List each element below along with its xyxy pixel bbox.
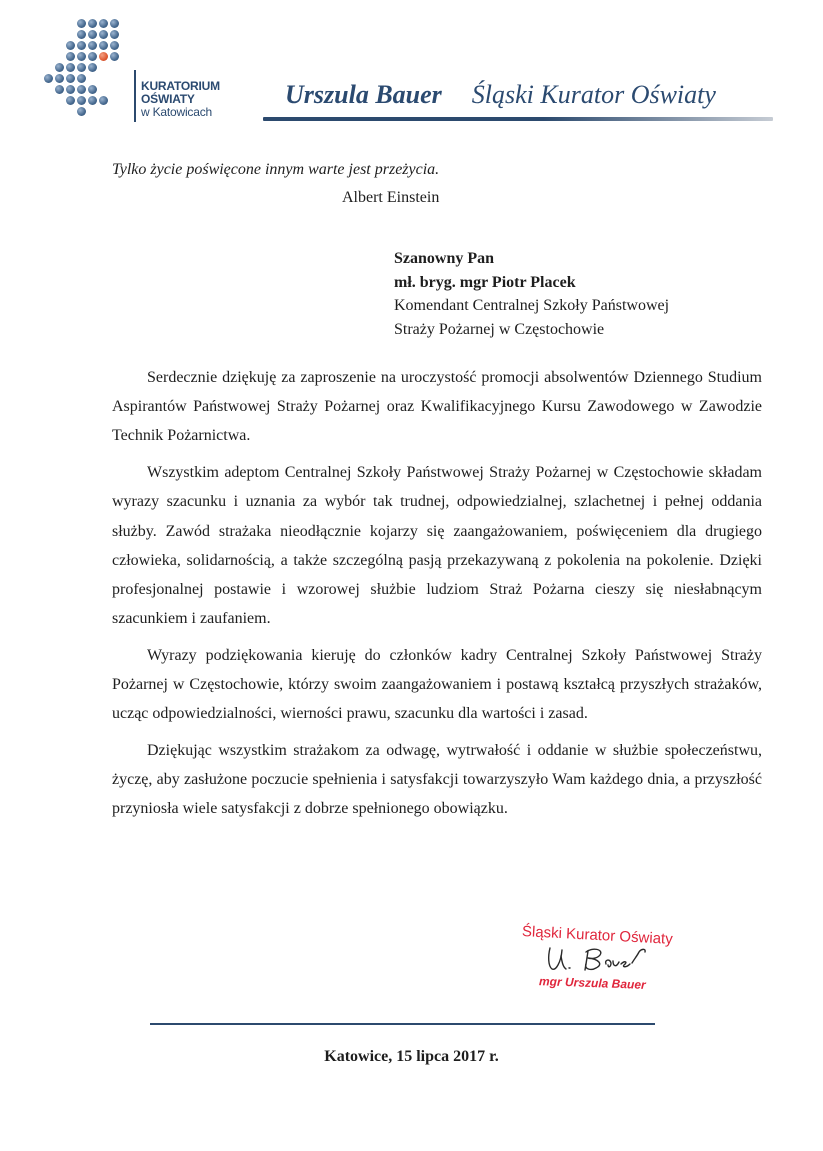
org-name-line-2: OŚWIATY [141, 92, 195, 106]
logo-dot [99, 19, 108, 28]
logo-dot [66, 96, 75, 105]
logo-dot [77, 19, 86, 28]
logo-dot [66, 63, 75, 72]
logo-dot [88, 30, 97, 39]
stamp-title: Śląski Kurator Oświaty [521, 923, 674, 948]
recipient-title-line-2: Straży Pożarnej w Częstochowie [394, 320, 605, 338]
letter-body [112, 363, 762, 831]
motto-author: Albert Einstein [342, 189, 440, 206]
logo-dot [88, 41, 97, 50]
logo-dot [44, 74, 53, 83]
org-name-line-3: w Katowicach [141, 105, 212, 119]
logo-dot [77, 63, 86, 72]
logo-dot [55, 63, 64, 72]
body-paragraph: Dziękując wszystkim strażakom za odwagę, wytrwałość i oddanie w służbie społeczeństwu, życzę, aby zasłużone poczucie spełnienia i satysfakcji towarzyszyło Wam każdego dnia, a przyszłość przyniosła wiele satysfakcji z dobrze spełnionego obowiązku. [112, 741, 762, 818]
logo-dot [110, 52, 119, 61]
logo-dot [99, 41, 108, 50]
signature-stamp [522, 920, 697, 1000]
organization-name [141, 80, 220, 119]
logo-dot [77, 96, 86, 105]
logo-dot [77, 30, 86, 39]
recipient-salutation: Szanowny Pan [394, 250, 495, 267]
body-paragraph: Wyrazy podziękowania kieruję do członków kadry Centralnej Szkoły Państwowej Straży Pożarnej w Częstochowie, którzy swoim zaangażowaniem i postawą kształcą przyszłych strażaków, ucząc odpowiedzialności, wierności prawu, szacunku dla wartości i zasad. [112, 646, 762, 723]
logo-dot [77, 85, 86, 94]
logo-dot [66, 74, 75, 83]
logo-dot [110, 19, 119, 28]
handwritten-signature-icon [542, 942, 662, 976]
logo-dot [77, 41, 86, 50]
org-name-line-1: KURATORIUM [141, 79, 220, 93]
logo-dot [66, 85, 75, 94]
letterhead-title [285, 80, 716, 110]
logo-dot [99, 52, 108, 61]
logo-dot [99, 30, 108, 39]
logo-dot [77, 74, 86, 83]
logo-dot [99, 96, 108, 105]
logo-dot [55, 85, 64, 94]
logo-dot [66, 41, 75, 50]
logo-dot [77, 52, 86, 61]
logo-divider [134, 70, 136, 122]
place-and-date: Katowice, 15 lipca 2017 r. [324, 1048, 499, 1065]
body-paragraph: Serdecznie dziękuję za zaproszenie na uroczystość promocji absolwentów Dziennego Studium Aspirantów Państwowej Straży Pożarnej oraz Kwalifikacyjnego Kursu Zawodowego w Zawodzie Technik Pożarnictwa. [112, 369, 762, 445]
logo-dot [88, 19, 97, 28]
logo-dot [88, 96, 97, 105]
logo-dot [110, 30, 119, 39]
logo-dot [88, 63, 97, 72]
footer-rule [150, 1023, 655, 1025]
sender-name: Urszula Bauer [285, 80, 442, 109]
recipient-block [394, 247, 669, 341]
recipient-name: mł. bryg. mgr Piotr Placek [394, 273, 576, 291]
sender-position: Śląski Kurator Oświaty [471, 80, 716, 109]
body-paragraph: Wszystkim adeptom Centralnej Szkoły Państwowej Straży Pożarnej w Częstochowie składam wyrazy szacunku i uznania za wybór tak trudnej, odpowiedzialnej, szlachetnej i pełnej oddania służby. Zawód strażaka nieodłącznie kojarzy się zaangażowaniem, poświęceniem dla drugiego człowieka, solidarnością, a także szczególną pasją przekazywaną z pokolenia na pokolenie. Dzięki profesjonalnej postawie i wzorowej służbie ludziom Straż Pożarna cieszy się niesłabnącym szacunkiem i zaufaniem. [112, 464, 762, 628]
header-rule [263, 117, 773, 121]
logo-dot [77, 107, 86, 116]
motto-quote: Tylko życie poświęcone innym warte jest przeżycia. [112, 161, 440, 178]
logo-dot [66, 52, 75, 61]
recipient-title-line-1: Komendant Centralnej Szkoły Państwowej [394, 297, 670, 314]
logo-dot [110, 41, 119, 50]
stamp-name: mgr Urszula Bauer [538, 974, 646, 992]
logo-dot [88, 52, 97, 61]
logo-dot [88, 85, 97, 94]
kuratorium-logo-icon [44, 16, 134, 126]
logo-dot [55, 74, 64, 83]
